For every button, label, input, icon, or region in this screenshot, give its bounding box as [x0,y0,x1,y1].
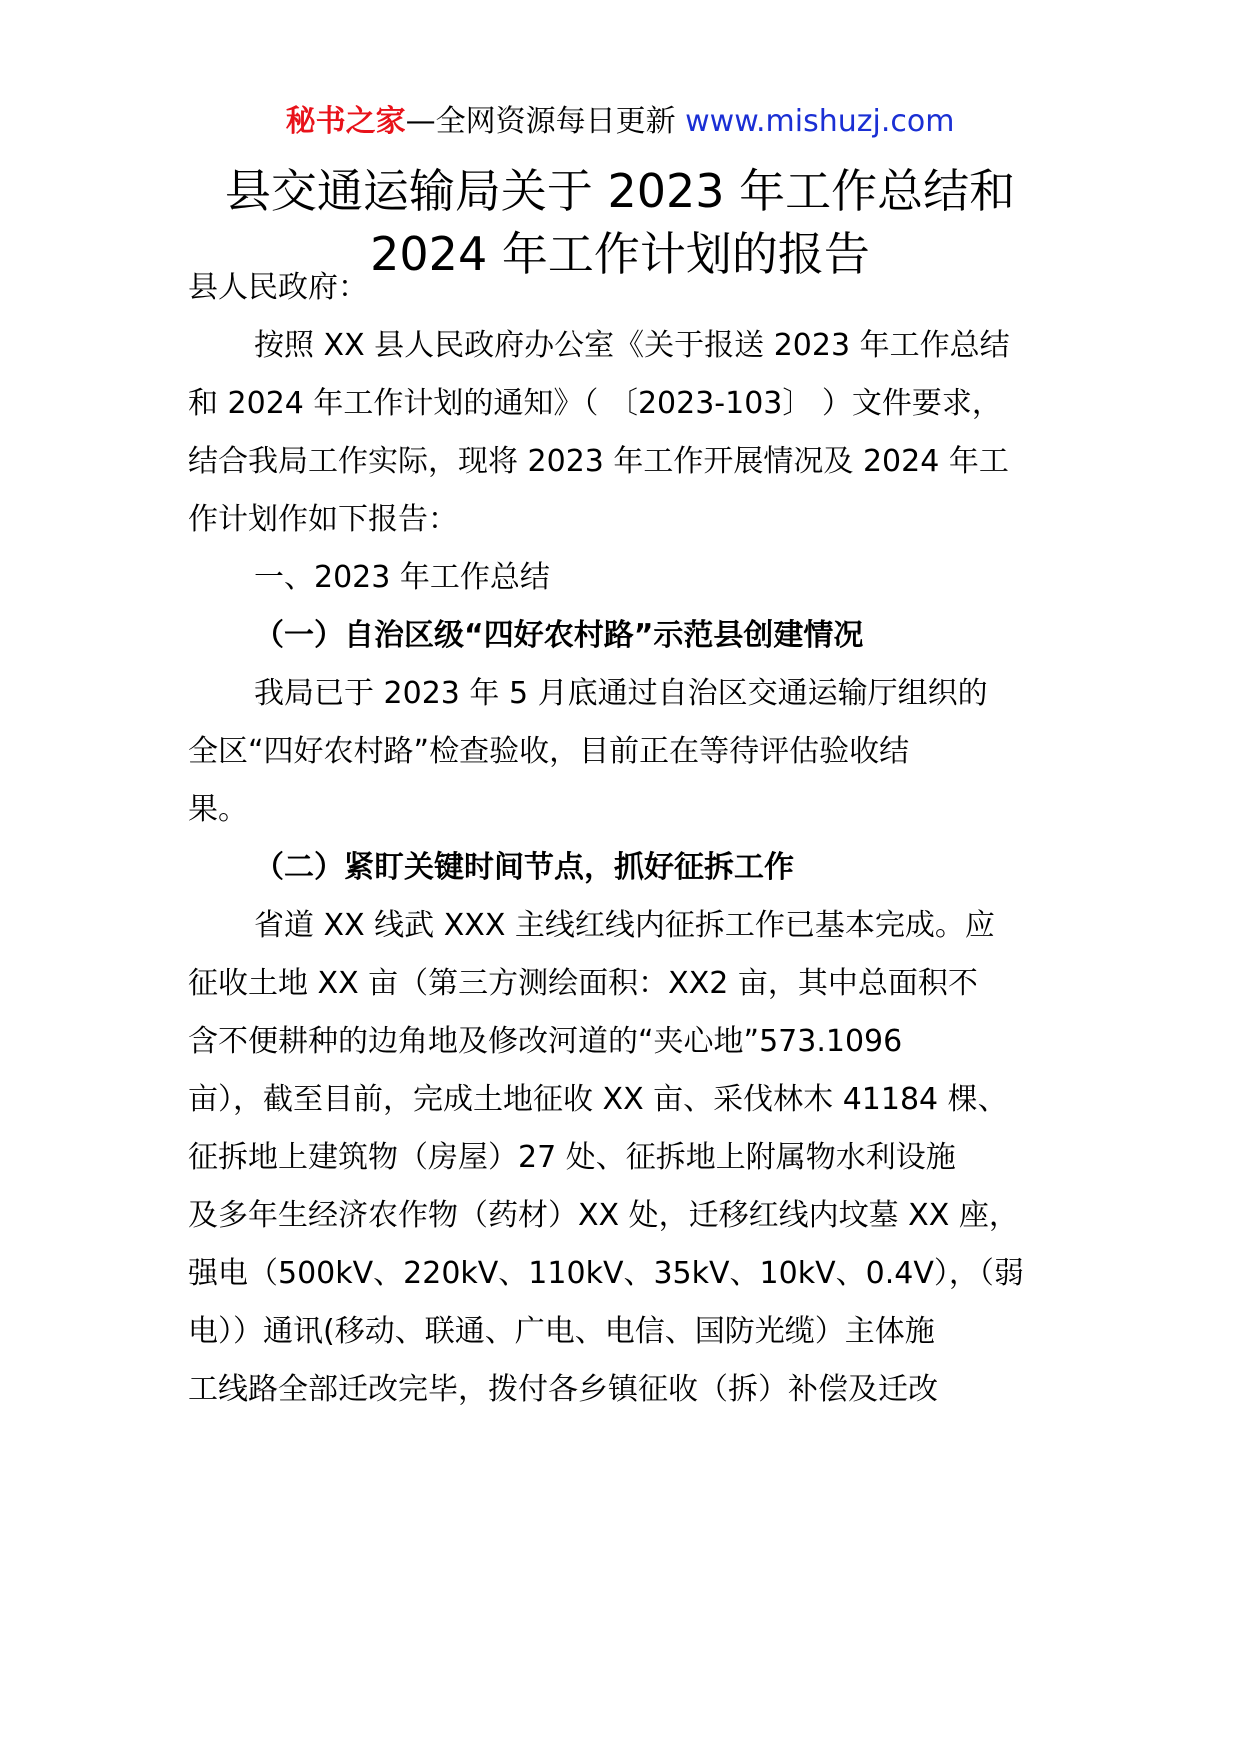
subsection-heading: （一）自治区级“四好农村路”示范县创建情况 [254,618,864,653]
section-heading: 一、2023 年工作总结 [254,560,550,595]
paragraph-line: 强电（500kV、220kV、110kV、35kV、10kV、0.4V），（弱 [188,1256,1024,1291]
paragraph-line: 征收土地 XX 亩（第三方测绘面积：XX2 亩，其中总面积不 [188,966,978,1001]
paragraph-line: 按照 XX 县人民政府办公室《关于报送 2023 年工作总结 [254,328,1010,363]
paragraph-line: 及多年生经济农作物（药材）XX 处，迁移红线内坟墓 XX 座， [188,1198,1019,1233]
paragraph-line: 亩），截至目前，完成土地征收 XX 亩、采伐林木 41184 棵、 [188,1082,1008,1117]
site-url-link[interactable]: www.mishuzj.com [685,104,955,139]
paragraph-line: 省道 XX 线武 XXX 主线红线内征拆工作已基本完成。应 [254,908,995,943]
paragraph-line: 结合我局工作实际，现将 2023 年工作开展情况及 2024 年工 [188,444,1009,479]
paragraph-line: 含不便耕种的边角地及修改河道的“夹心地”573.1096 [188,1024,903,1059]
salutation: 县人民政府： [188,270,368,305]
document-title-line-1: 县交通运输局关于 2023 年工作总结和 [224,164,1016,218]
paragraph-line: 征拆地上建筑物（房屋）27 处、征拆地上附属物水利设施 [188,1140,956,1175]
paragraph-line: 作计划作如下报告： [188,502,458,537]
header-tagline: —全网资源每日更新 [405,104,686,139]
paragraph-line: 和 2024 年工作计划的通知》（ 〔2023-103〕 ）文件要求， [188,386,1002,421]
paragraph-line: 我局已于 2023 年 5 月底通过自治区交通运输厅组织的 [254,676,988,711]
site-header [0,100,1240,144]
paragraph-line: 果。 [188,792,248,827]
paragraph-line: 电））通讯(移动、联通、广电、电信、国防光缆）主体施 [188,1314,935,1349]
brand-name: 秘书之家 [285,104,406,139]
subsection-heading: （二）紧盯关键时间节点，抓好征拆工作 [254,850,794,885]
document-title-line-2: 2024 年工作计划的报告 [370,227,870,281]
paragraph-line: 工线路全部迁改完毕，拨付各乡镇征收（拆）补偿及迁改 [188,1372,938,1407]
paragraph-line: 全区“四好农村路”检查验收，目前正在等待评估验收结 [188,734,910,769]
